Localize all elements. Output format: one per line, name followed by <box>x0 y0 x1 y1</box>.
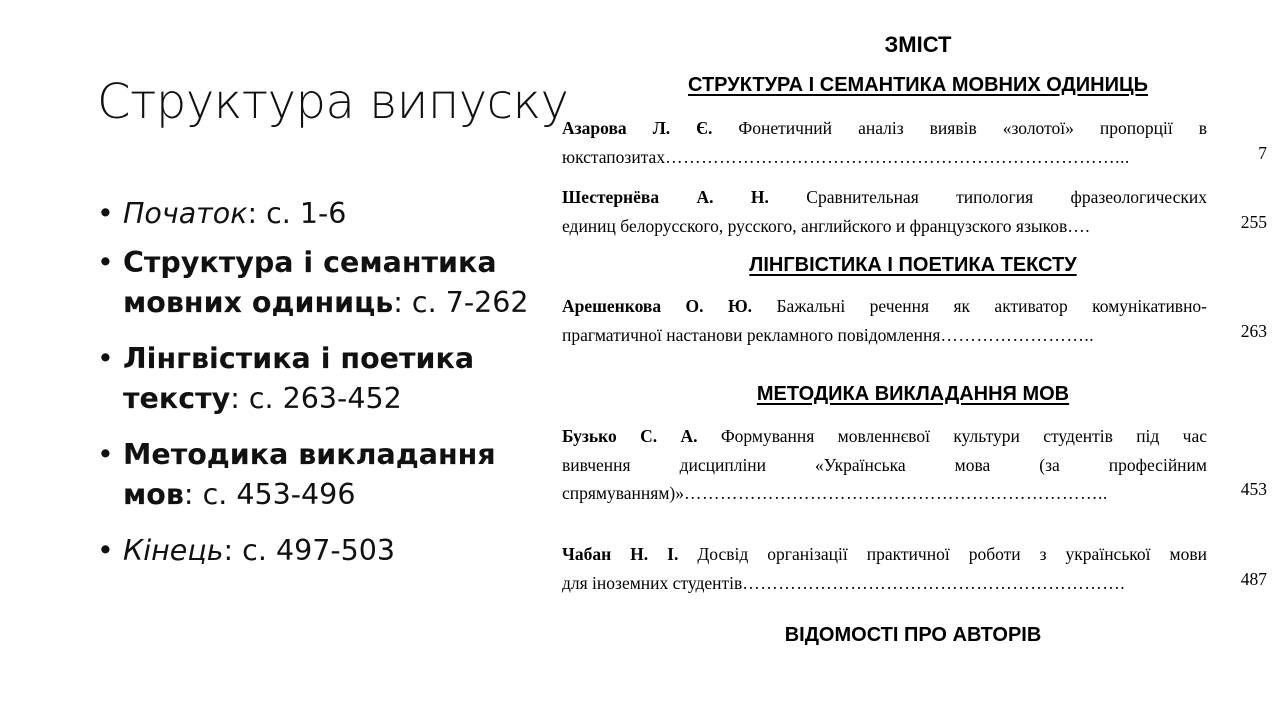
toc-section-heading: МЕТОДИКА ВИКЛАДАННЯ МОВ <box>756 383 1070 405</box>
toc-entry-author: Азарова Л. Є. <box>562 118 713 138</box>
toc-entry <box>562 114 1267 171</box>
toc-entry-title: единиц белорусского, русского, английского и французского языков <box>562 215 1068 236</box>
toc-entry-title: Сравнительная типология фразеологических <box>806 187 1207 207</box>
list-item-label: Кінець <box>123 534 224 567</box>
list-item-methodology <box>97 435 547 515</box>
toc-entry-title: спрямуванням)» <box>562 483 684 503</box>
table-of-contents-image <box>556 0 1280 720</box>
list-item-label: Структура і семантика мовних одиниць <box>123 246 497 319</box>
list-item-end <box>97 531 547 571</box>
toc-entry-line <box>562 422 1207 451</box>
list-item-pages: : с. 263-452 <box>230 382 402 415</box>
toc-entry-leader: …………………………………………………………….. <box>684 483 1108 503</box>
toc-entry-title: Бажальні речення як активатор комунікативно- <box>776 296 1208 316</box>
toc-entry-title: юкстапозитах <box>562 146 666 167</box>
list-item-pages: : с. 7-262 <box>393 286 529 319</box>
list-item-pages: : с. 1-6 <box>247 197 347 230</box>
toc-entry-page: 263 <box>1240 320 1267 341</box>
toc-section-heading: ЛІНГВІСТИКА І ПОЕТИКА ТЕКСТУ <box>749 254 1077 276</box>
toc-entry-author: Арешенкова О. Ю. <box>562 296 753 316</box>
list-item-label: Методика викладання мов <box>123 438 496 511</box>
toc-entry-page: 255 <box>1240 211 1267 232</box>
toc-entry-leader: …. <box>1067 215 1091 236</box>
toc-footer-heading: ВІДОМОСТІ ПРО АВТОРІВ <box>784 624 1042 646</box>
toc-title: ЗМІСТ <box>884 32 952 57</box>
list-item-pages: : с. 453-496 <box>183 478 356 511</box>
slide-title: Структура випуску <box>97 74 569 130</box>
toc-entry-page: 7 <box>1258 142 1267 163</box>
toc-entry-line <box>562 114 1207 143</box>
toc-entry <box>562 540 1267 597</box>
toc-entry-author: Бузько С. А. <box>562 426 698 446</box>
list-item-label: Початок <box>123 197 248 230</box>
list-item-label: Лінгвістика і поетика тексту <box>123 342 475 415</box>
toc-entry <box>562 183 1267 240</box>
toc-entry-leader: …………………….. <box>940 324 1095 345</box>
toc-entry <box>562 292 1267 349</box>
toc-entry-leader: ………………………………………………………. <box>742 572 1126 593</box>
toc-entry-page: 487 <box>1240 568 1267 589</box>
list-item-start <box>97 194 547 234</box>
toc-section-heading: СТРУКТУРА І СЕМАНТИКА МОВНИХ ОДИНИЦЬ <box>688 74 1148 96</box>
list-item-pages: : с. 497-503 <box>223 534 396 567</box>
toc-entry-title: для іноземних студентів <box>562 572 743 593</box>
toc-entry-line <box>562 143 1207 172</box>
toc-entry-line <box>562 569 1207 598</box>
issue-structure-list <box>97 194 547 587</box>
toc-entry-leader: …………………………………………………………………... <box>665 146 1130 167</box>
toc-entry-line <box>562 540 1207 569</box>
toc-entry-line <box>562 321 1207 350</box>
toc-entry-title: Формування мовленнєвої культури студентів під час <box>720 426 1207 446</box>
toc-entry-title: вивчення дисципліни «Українська мова (за професійним <box>562 454 1207 475</box>
toc-entry-title: Фонетичний аналіз виявів «золотої» пропорції в <box>738 118 1207 138</box>
toc-entry-line <box>562 212 1207 241</box>
toc-entry-author: Чабан Н. І. <box>562 544 679 564</box>
list-item-linguistics-poetics <box>97 339 547 419</box>
toc-entry <box>562 422 1267 508</box>
toc-entry-author: Шестернёва А. Н. <box>562 187 769 207</box>
toc-entry-line <box>562 451 1207 480</box>
toc-entry-line <box>562 292 1207 321</box>
list-item-structure-semantics <box>97 243 547 323</box>
toc-entry-line <box>562 183 1207 212</box>
toc-entry-page: 453 <box>1240 479 1267 499</box>
toc-entry-title: прагматичної настанови рекламного повідомлення <box>562 324 941 345</box>
toc-entry-line <box>562 479 1207 508</box>
toc-entry-title: Досвід організації практичної роботи з української мови <box>697 544 1207 564</box>
